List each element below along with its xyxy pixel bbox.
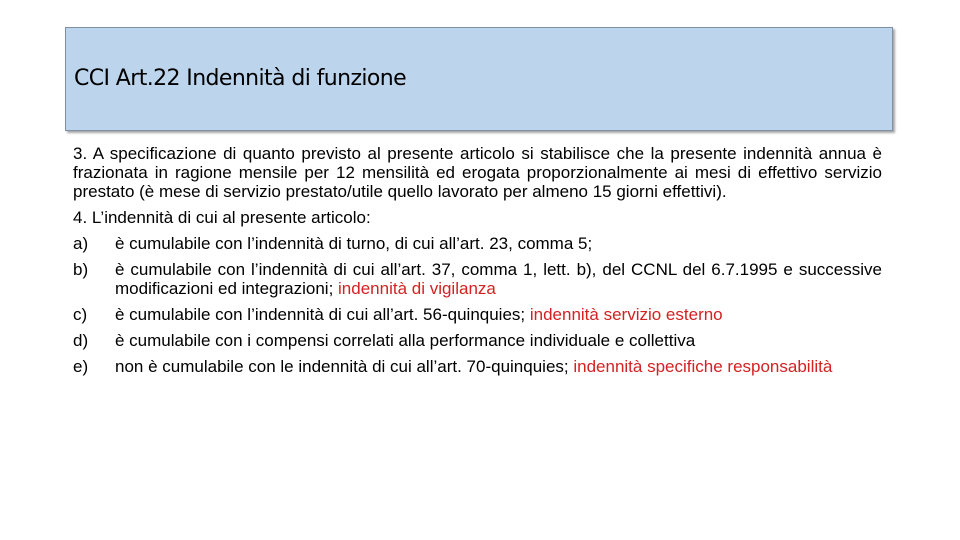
item-text: non è cumulabile con le indennità di cui all’art. 70-quinquies; (115, 357, 574, 376)
item-note-red: indennità di vigilanza (338, 279, 496, 298)
item-note-red: indennità servizio esterno (529, 305, 723, 324)
list-item-text (115, 357, 882, 376)
item-text: è cumulabile con l’indennità di cui all’art. 56-quinquies; (115, 305, 530, 324)
list-item-text (115, 234, 882, 253)
conditions-list (73, 234, 882, 376)
item-text: è cumulabile con l’indennità di cui all’art. 37, comma 1, lett. b), del CCNL del 6.7.1995 e successive modificazioni ed integrazioni; (115, 260, 882, 298)
item-text: è cumulabile con l’indennità di turno, di cui all’art. 23, comma 5; (115, 234, 593, 253)
list-item-text (115, 305, 882, 324)
slide-body (73, 144, 882, 383)
list-item-d (73, 331, 882, 350)
list-marker: c) (73, 305, 88, 324)
slide-title: CCI Art.22 Indennità di funzione (74, 66, 407, 91)
list-item-text (115, 331, 882, 350)
paragraph-3: 3. A specificazione di quanto previsto al presente articolo si stabilisce che la presente indennità annua è frazionata in ragione mensile per 12 mensilità ed erogata proporzionalmente ai mesi di effettivo servizio prestato (è mese di servizio prestato/utile quello lavorato per almeno 15 giorni effettivi). (73, 144, 882, 201)
title-banner (65, 27, 893, 131)
list-marker: b) (73, 260, 89, 279)
list-marker: e) (73, 357, 89, 376)
list-item-text (115, 260, 882, 298)
list-marker: d) (73, 331, 89, 350)
paragraph-4: 4. L’indennità di cui al presente articolo: (73, 208, 371, 227)
item-text: è cumulabile con i compensi correlati alla performance individuale e collettiva (115, 331, 696, 350)
list-item-e (73, 357, 882, 376)
list-marker: a) (73, 234, 89, 253)
list-item-c (73, 305, 882, 324)
item-note-red: indennità specifiche responsabilità (573, 357, 833, 376)
list-item-b (73, 260, 882, 298)
list-item-a (73, 234, 882, 253)
